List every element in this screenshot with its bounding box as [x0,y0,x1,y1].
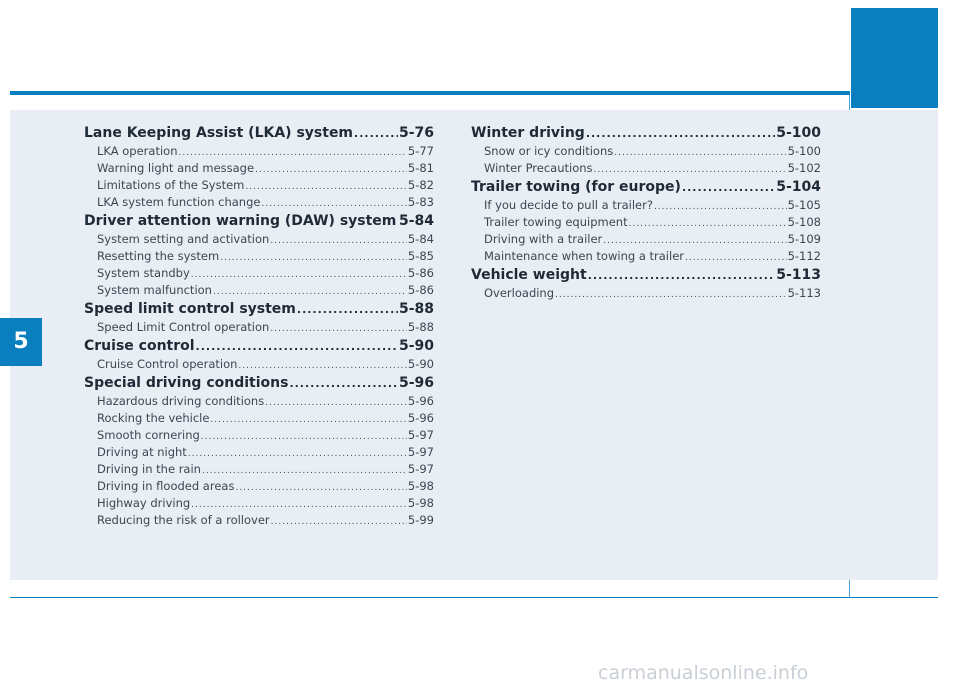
toc-entry-page: 5-98 [407,479,434,493]
toc-leader-dots [191,500,407,510]
toc-entry-title: System setting and activation [97,232,270,246]
toc-entry-page: 5-83 [407,195,434,209]
toc-entry-title: Reducing the risk of a rollover [97,513,270,527]
toc-subsection-entry[interactable] [84,178,434,195]
toc-entry-page: 5-84 [407,232,434,246]
toc-entry-title: Driving with a trailer [484,232,603,246]
toc-subsection-entry[interactable] [84,394,434,411]
toc-subsection-entry[interactable] [84,195,434,212]
toc-entry-title: Resetting the system [97,249,220,263]
toc-subsection-entry[interactable] [84,479,434,496]
toc-subsection-entry[interactable] [84,266,434,283]
toc-leader-dots [265,398,407,408]
toc-leader-dots [235,483,406,493]
toc-subsection-entry[interactable] [84,513,434,530]
toc-subsection-entry[interactable] [84,232,434,249]
toc-leader-dots [682,181,775,194]
toc-subsection-entry[interactable] [84,428,434,445]
toc-entry-title: System malfunction [97,283,212,297]
toc-leader-dots [270,236,407,246]
toc-subsection-entry[interactable] [471,198,821,215]
toc-subsection-entry[interactable] [471,249,821,266]
toc-entry-page: 5-97 [407,428,434,442]
toc-leader-dots [289,377,398,390]
toc-section-entry[interactable] [84,375,434,394]
toc-leader-dots [586,127,775,140]
toc-subsection-entry[interactable] [471,161,821,178]
toc-entry-page: 5-81 [407,161,434,175]
toc-entry-page: 5-102 [787,161,821,175]
toc-leader-dots [603,236,786,246]
toc-entry-page: 5-76 [398,125,434,141]
toc-entry-title: Lane Keeping Assist (LKA) system [84,125,354,141]
toc-entry-title: Warning light and message [97,161,255,175]
toc-entry-title: Winter driving [471,125,585,141]
toc-section-entry[interactable] [471,125,821,144]
toc-leader-dots [188,449,407,459]
toc-leader-dots [201,432,407,442]
header-rule [10,91,850,95]
toc-leader-dots [238,361,406,371]
toc-subsection-entry[interactable] [84,249,434,266]
toc-entry-title: Speed Limit Control operation [97,320,270,334]
toc-leader-dots [210,415,406,425]
toc-leader-dots [178,148,406,158]
toc-subsection-entry[interactable] [84,411,434,428]
toc-leader-dots [588,269,776,282]
toc-subsection-entry[interactable] [471,215,821,232]
toc-entry-title: Hazardous driving conditions [97,394,265,408]
toc-entry-title: System standby [97,266,190,280]
toc-entry-page: 5-86 [407,266,434,280]
toc-entry-page: 5-109 [787,232,821,246]
toc-subsection-entry[interactable] [84,357,434,374]
toc-entry-page: 5-86 [407,283,434,297]
toc-section-entry[interactable] [471,179,821,198]
toc-subsection-entry[interactable] [471,232,821,249]
toc-entry-page: 5-97 [407,462,434,476]
watermark-text: carmanualsonline.info [598,662,809,684]
toc-leader-dots [261,199,406,209]
toc-entry-page: 5-98 [407,496,434,510]
toc-section-entry[interactable] [84,125,434,144]
toc-entry-page: 5-96 [398,375,434,391]
toc-entry-page: 5-82 [407,178,434,192]
toc-subsection-entry[interactable] [84,462,434,479]
toc-leader-dots [297,303,398,316]
toc-leader-dots [594,165,787,175]
chapter-number: 5 [13,329,29,354]
toc-entry-page: 5-77 [407,144,434,158]
toc-entry-title: Smooth cornering [97,428,200,442]
toc-section-entry[interactable] [84,301,434,320]
toc-entry-page: 5-112 [787,249,821,263]
toc-entry-title: If you decide to pull a trailer? [484,198,653,212]
toc-entry-title: Driving in flooded areas [97,479,235,493]
toc-entry-page: 5-88 [407,320,434,334]
toc-entry-page: 5-113 [776,267,821,283]
toc-entry-title: Snow or icy conditions [484,144,614,158]
toc-entry-title: LKA system function change [97,195,261,209]
toc-entry-title: Overloading [484,286,555,300]
toc-subsection-entry[interactable] [84,161,434,178]
toc-entry-title: Limitations of the System [97,178,245,192]
toc-entry-title: Driving at night [97,445,187,459]
toc-leader-dots [354,127,398,140]
toc-entry-page: 5-96 [407,411,434,425]
toc-entry-title: Cruise control [84,338,195,354]
toc-subsection-entry[interactable] [471,286,821,303]
toc-subsection-entry[interactable] [84,283,434,300]
toc-entry-page: 5-100 [776,125,821,141]
toc-entry-page: 5-96 [407,394,434,408]
toc-entry-title: Maintenance when towing a trailer [484,249,684,263]
toc-entry-title: Driver attention warning (DAW) system [84,213,397,229]
toc-leader-dots [270,324,407,334]
chapter-header-block [851,8,938,108]
toc-entry-page: 5-99 [407,513,434,527]
toc-entry-title: Speed limit control system [84,301,296,317]
toc-leader-dots [255,165,407,175]
toc-leader-dots [196,340,398,353]
footer-rule [10,597,938,598]
toc-entry-title: Driving in the rain [97,462,201,476]
toc-subsection-entry[interactable] [84,496,434,513]
toc-leader-dots [191,270,407,280]
toc-entry-title: Special driving conditions [84,375,289,391]
toc-entry-title: Cruise Control operation [97,357,238,371]
toc-leader-dots [245,182,407,192]
toc-entry-title: Trailer towing equipment [484,215,628,229]
toc-leader-dots [213,287,407,297]
toc-subsection-entry[interactable] [84,445,434,462]
toc-subsection-entry[interactable] [84,320,434,337]
toc-entry-page: 5-97 [407,445,434,459]
toc-column-right [471,124,821,303]
toc-leader-dots [397,215,398,228]
toc-entry-title: Rocking the vehicle [97,411,210,425]
toc-section-entry[interactable] [471,267,821,286]
toc-entry-page: 5-88 [398,301,434,317]
toc-leader-dots [614,148,786,158]
chapter-tab[interactable] [0,318,42,366]
toc-leader-dots [685,253,787,263]
toc-entry-title: Trailer towing (for europe) [471,179,681,195]
toc-section-entry[interactable] [84,213,434,232]
toc-entry-page: 5-104 [776,179,821,195]
toc-entry-page: 5-113 [787,286,821,300]
toc-entry-page: 5-105 [787,198,821,212]
toc-entry-page: 5-84 [398,213,434,229]
toc-leader-dots [202,466,407,476]
toc-leader-dots [220,253,407,263]
toc-entry-page: 5-90 [398,338,434,354]
toc-subsection-entry[interactable] [84,144,434,161]
toc-column-left [84,124,434,530]
toc-entry-title: LKA operation [97,144,178,158]
toc-entry-title: Vehicle weight [471,267,587,283]
toc-section-entry[interactable] [84,338,434,357]
toc-entry-page: 5-100 [787,144,821,158]
toc-leader-dots [654,202,787,212]
toc-subsection-entry[interactable] [471,144,821,161]
toc-entry-title: Winter Precautions [484,161,593,175]
toc-leader-dots [629,219,787,229]
toc-entry-title: Highway driving [97,496,191,510]
toc-leader-dots [271,517,407,527]
toc-entry-page: 5-108 [787,215,821,229]
toc-entry-page: 5-90 [407,357,434,371]
toc-leader-dots [555,290,787,300]
toc-entry-page: 5-85 [407,249,434,263]
